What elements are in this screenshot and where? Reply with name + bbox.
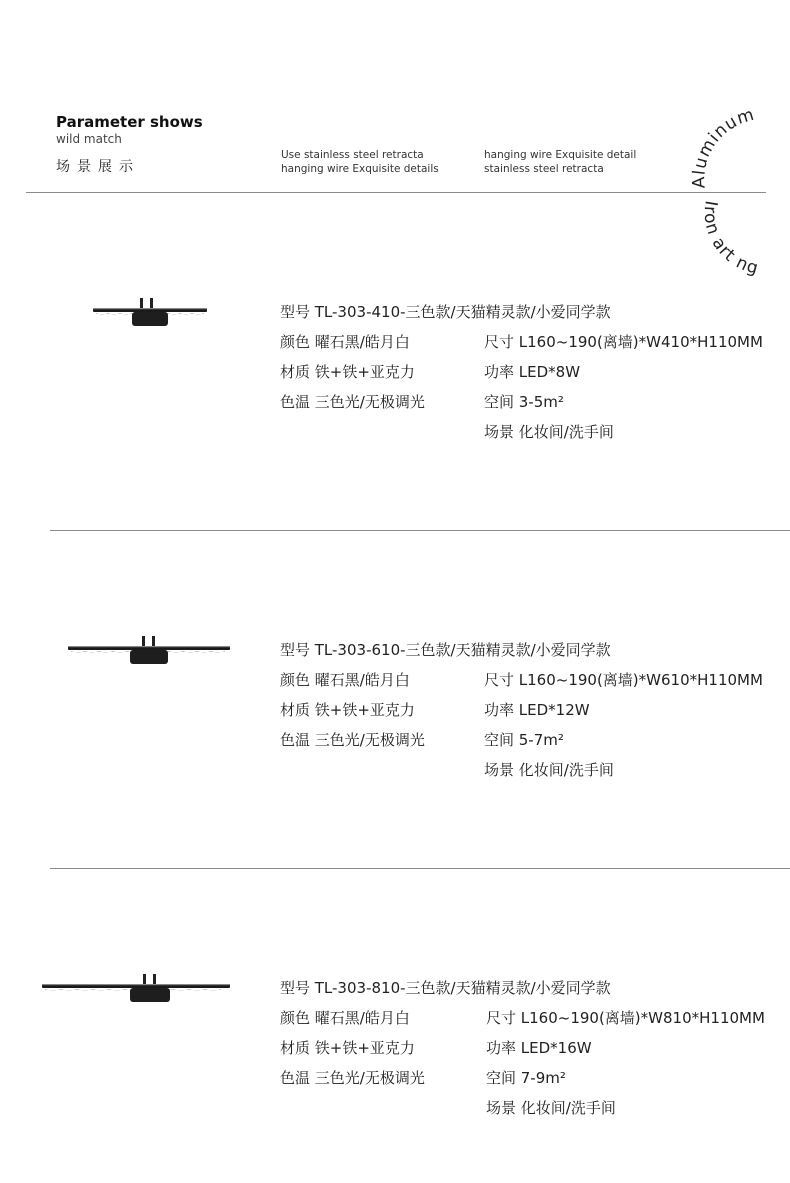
description-line: hanging wire Exquisite details <box>281 163 439 175</box>
spec-color-temperature: 色温 三色光/无极调光 <box>280 393 425 411</box>
spec-material: 材质 铁+铁+亚克力 <box>280 363 415 381</box>
spec-color: 颜色 曜石黑/皓月白 <box>280 333 410 351</box>
chinese-title: 场景展示 <box>56 159 140 175</box>
spec-color: 颜色 曜石黑/皓月白 <box>280 671 410 689</box>
divider <box>26 192 766 193</box>
spec-scene: 场景 化妆间/洗手间 <box>486 1099 616 1117</box>
spec-size: 尺寸 L160~190(离墙)*W410*H110MM <box>484 333 763 351</box>
description-left <box>281 148 439 176</box>
curved-text-lower: Iron art ng <box>699 199 761 279</box>
description-line: hanging wire Exquisite detail <box>484 149 637 161</box>
spec-size: 尺寸 L160~190(离墙)*W610*H110MM <box>484 671 763 689</box>
page-title: Parameter shows <box>56 113 203 131</box>
lamp-image-810 <box>41 972 231 1006</box>
spec-material: 材质 铁+铁+亚克力 <box>280 1039 415 1057</box>
spec-model: 型号 TL-303-610-三色款/天猫精灵款/小爱同学款 <box>280 641 611 659</box>
spec-space: 空间 3-5m² <box>484 393 564 411</box>
divider <box>50 530 790 531</box>
page-subtitle: wild match <box>56 132 122 146</box>
spec-model: 型号 TL-303-810-三色款/天猫精灵款/小爱同学款 <box>280 979 611 997</box>
divider <box>50 868 790 869</box>
spec-material: 材质 铁+铁+亚克力 <box>280 701 415 719</box>
spec-space: 空间 5-7m² <box>484 731 564 749</box>
lamp-image-410 <box>92 296 208 330</box>
spec-color-temperature: 色温 三色光/无极调光 <box>280 1069 425 1087</box>
spec-color: 颜色 曜石黑/皓月白 <box>280 1009 410 1027</box>
description-line: Use stainless steel retracta <box>281 149 424 161</box>
curved-text-upper: Aluminum <box>689 104 758 189</box>
spec-space: 空间 7-9m² <box>486 1069 566 1087</box>
spec-model: 型号 TL-303-410-三色款/天猫精灵款/小爱同学款 <box>280 303 611 321</box>
spec-scene: 场景 化妆间/洗手间 <box>484 761 614 779</box>
description-line: stainless steel retracta <box>484 163 604 175</box>
lamp-image-610 <box>67 634 231 668</box>
spec-power: 功率 LED*8W <box>484 363 581 381</box>
spec-scene: 场景 化妆间/洗手间 <box>484 423 614 441</box>
svg-text:Aluminum <box>689 105 757 189</box>
spec-color-temperature: 色温 三色光/无极调光 <box>280 731 425 749</box>
description-right <box>484 148 636 176</box>
svg-text:Iron art ng <box>699 199 760 279</box>
spec-power: 功率 LED*16W <box>486 1039 592 1057</box>
spec-size: 尺寸 L160~190(离墙)*W810*H110MM <box>486 1009 765 1027</box>
curved-brand-text <box>660 80 790 290</box>
spec-power: 功率 LED*12W <box>484 701 590 719</box>
